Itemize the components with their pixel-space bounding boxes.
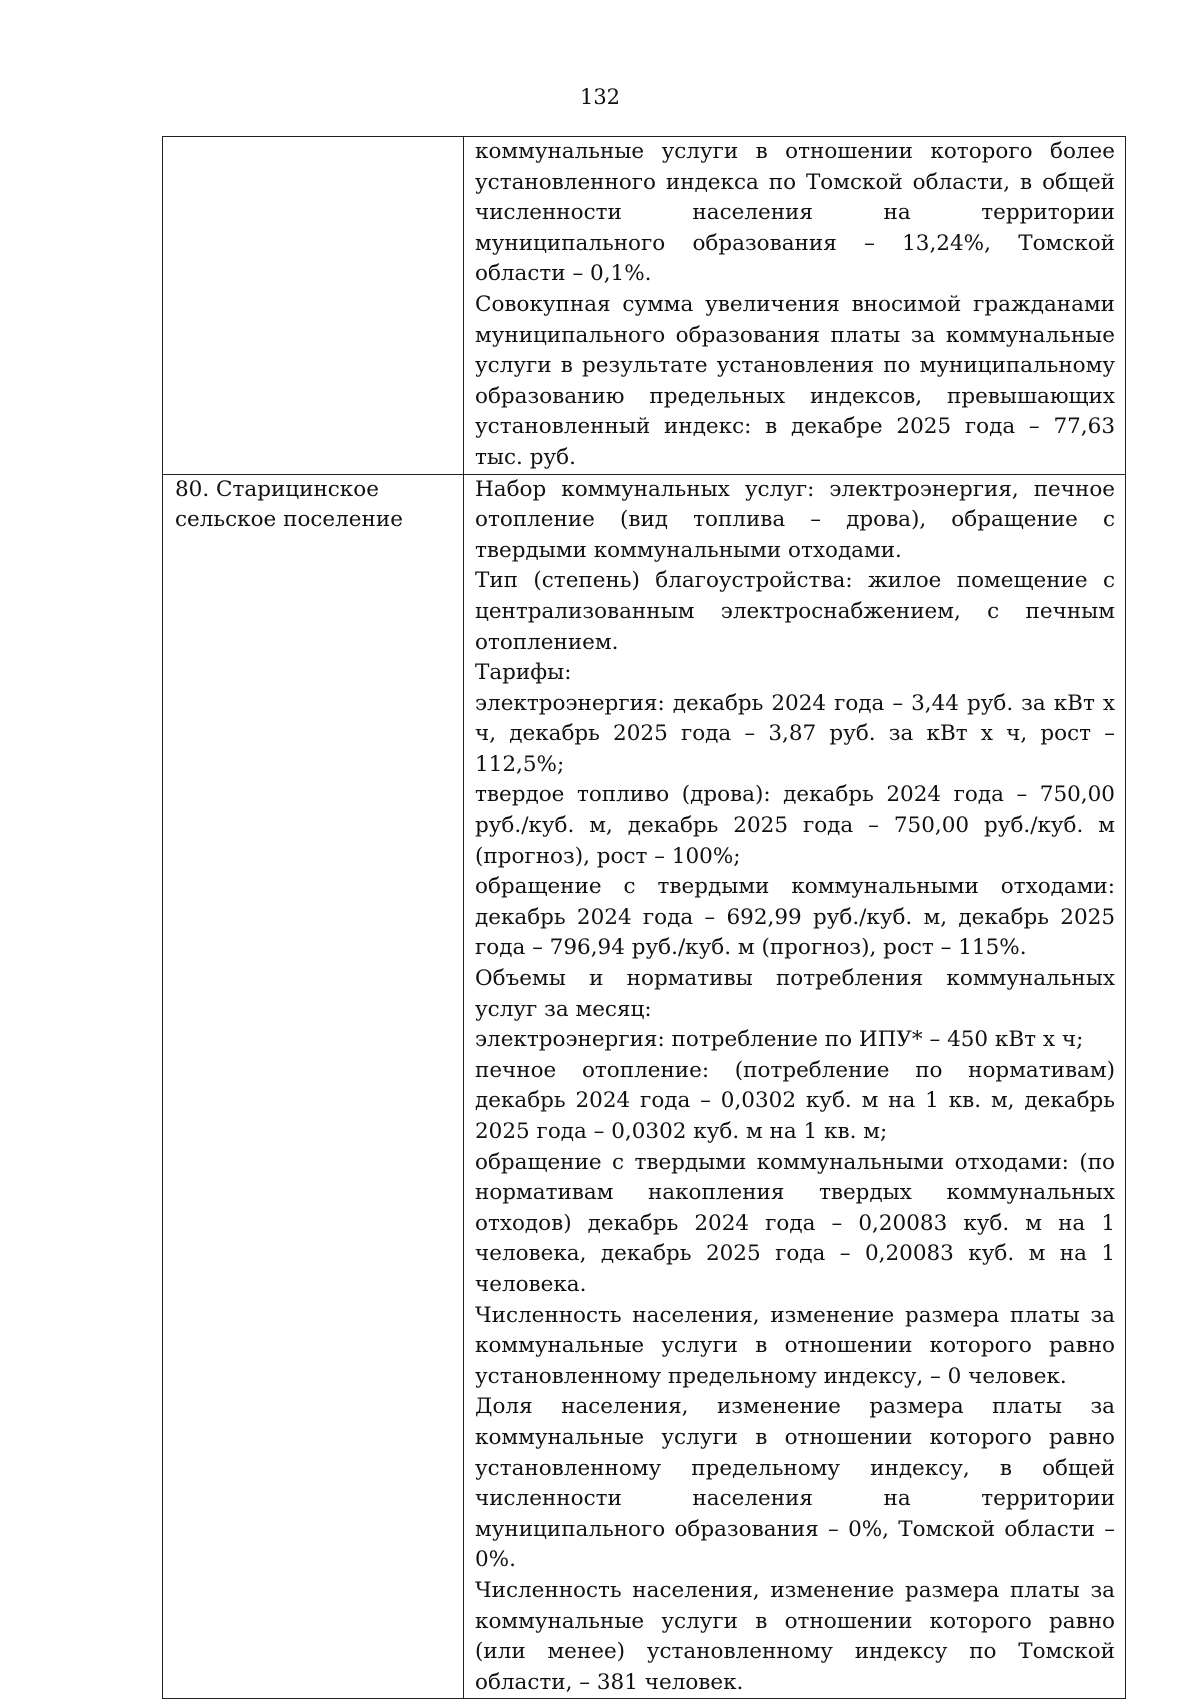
- paragraph: Численность населения, изменение размера платы за коммунальные услуги в отношении которого равно (или менее) установленному индексу по Томской области, – 381 человек.: [475, 1577, 1115, 1695]
- paragraph: электроэнергия: потребление по ИПУ* – 450 кВт х ч;: [475, 1027, 1084, 1053]
- page-number: 132: [579, 85, 621, 109]
- municipality-name-cell: [163, 474, 464, 1699]
- paragraph: электроэнергия: декабрь 2024 года – 3,44 руб. за кВт х ч, декабрь 2025 года – 3,87 руб. за кВт х ч, рост – 112,5%;: [475, 690, 1115, 777]
- paragraph: Численность населения, изменение размера платы за коммунальные услуги в отношении которого равно установленному предельному индексу, – 0 человек.: [475, 1302, 1115, 1389]
- paragraph: обращение с твердыми коммунальными отходами: декабрь 2024 года – 692,99 руб./куб. м, декабрь 2025 года – 796,94 руб./куб. м (прогноз), рост – 115%.: [475, 874, 1115, 961]
- municipality-name-line: 80. Старицинское: [175, 476, 379, 502]
- paragraph: коммунальные услуги в отношении которого более установленного индекса по Томской области, в общей численности населения на территории муниципального образования – 13,24%, Томской области – 0,1%.: [475, 139, 1115, 287]
- paragraph: печное отопление: (потребление по нормативам) декабрь 2024 года – 0,0302 куб. м на 1 кв. м, декабрь 2025 года – 0,0302 куб. м на 1 кв. м;: [475, 1057, 1115, 1144]
- paragraph: твердое топливо (дрова): декабрь 2024 года – 750,00 руб./куб. м, декабрь 2025 года – 750,00 руб./куб. м (прогноз), рост – 100%;: [475, 782, 1115, 869]
- table-row: [163, 137, 1126, 475]
- paragraph: Набор коммунальных услуг: электроэнергия, печное отопление (вид топлива – дрова), обращение с твердыми коммунальными отходами.: [475, 476, 1115, 563]
- paragraph: обращение с твердыми коммунальными отходами: (по нормативам накопления твердых коммунальных отходов) декабрь 2024 года – 0,20083 куб. м на 1 человека, декабрь 2025 года – 0,20083 куб. м на 1 человека.: [475, 1149, 1115, 1297]
- municipality-name-line: сельское поселение: [175, 507, 403, 533]
- description-cell: [464, 474, 1126, 1699]
- table-row: [163, 474, 1126, 1699]
- paragraph: Объемы и нормативы потребления коммунальных услуг за месяц:: [475, 966, 1115, 1022]
- municipality-name-cell: [163, 137, 464, 475]
- description-cell: [464, 137, 1126, 475]
- paragraph: Тарифы:: [475, 660, 572, 686]
- municipality-tariff-table: [162, 136, 1126, 1699]
- paragraph: Доля населения, изменение размера платы за коммунальные услуги в отношении которого равно установленному предельному индексу, в общей численности населения на территории муниципального образования – 0%, Томской области – 0%.: [475, 1394, 1115, 1573]
- paragraph: Совокупная сумма увеличения вносимой гражданами муниципального образования платы за коммунальные услуги в результате установления по муниципальному образованию предельных индексов, превышающих установленный индекс: в декабре 2025 года – 77,63 тыс. руб.: [475, 291, 1115, 470]
- paragraph: Тип (степень) благоустройства: жилое помещение с централизованным электроснабжением, с печным отоплением.: [475, 568, 1115, 655]
